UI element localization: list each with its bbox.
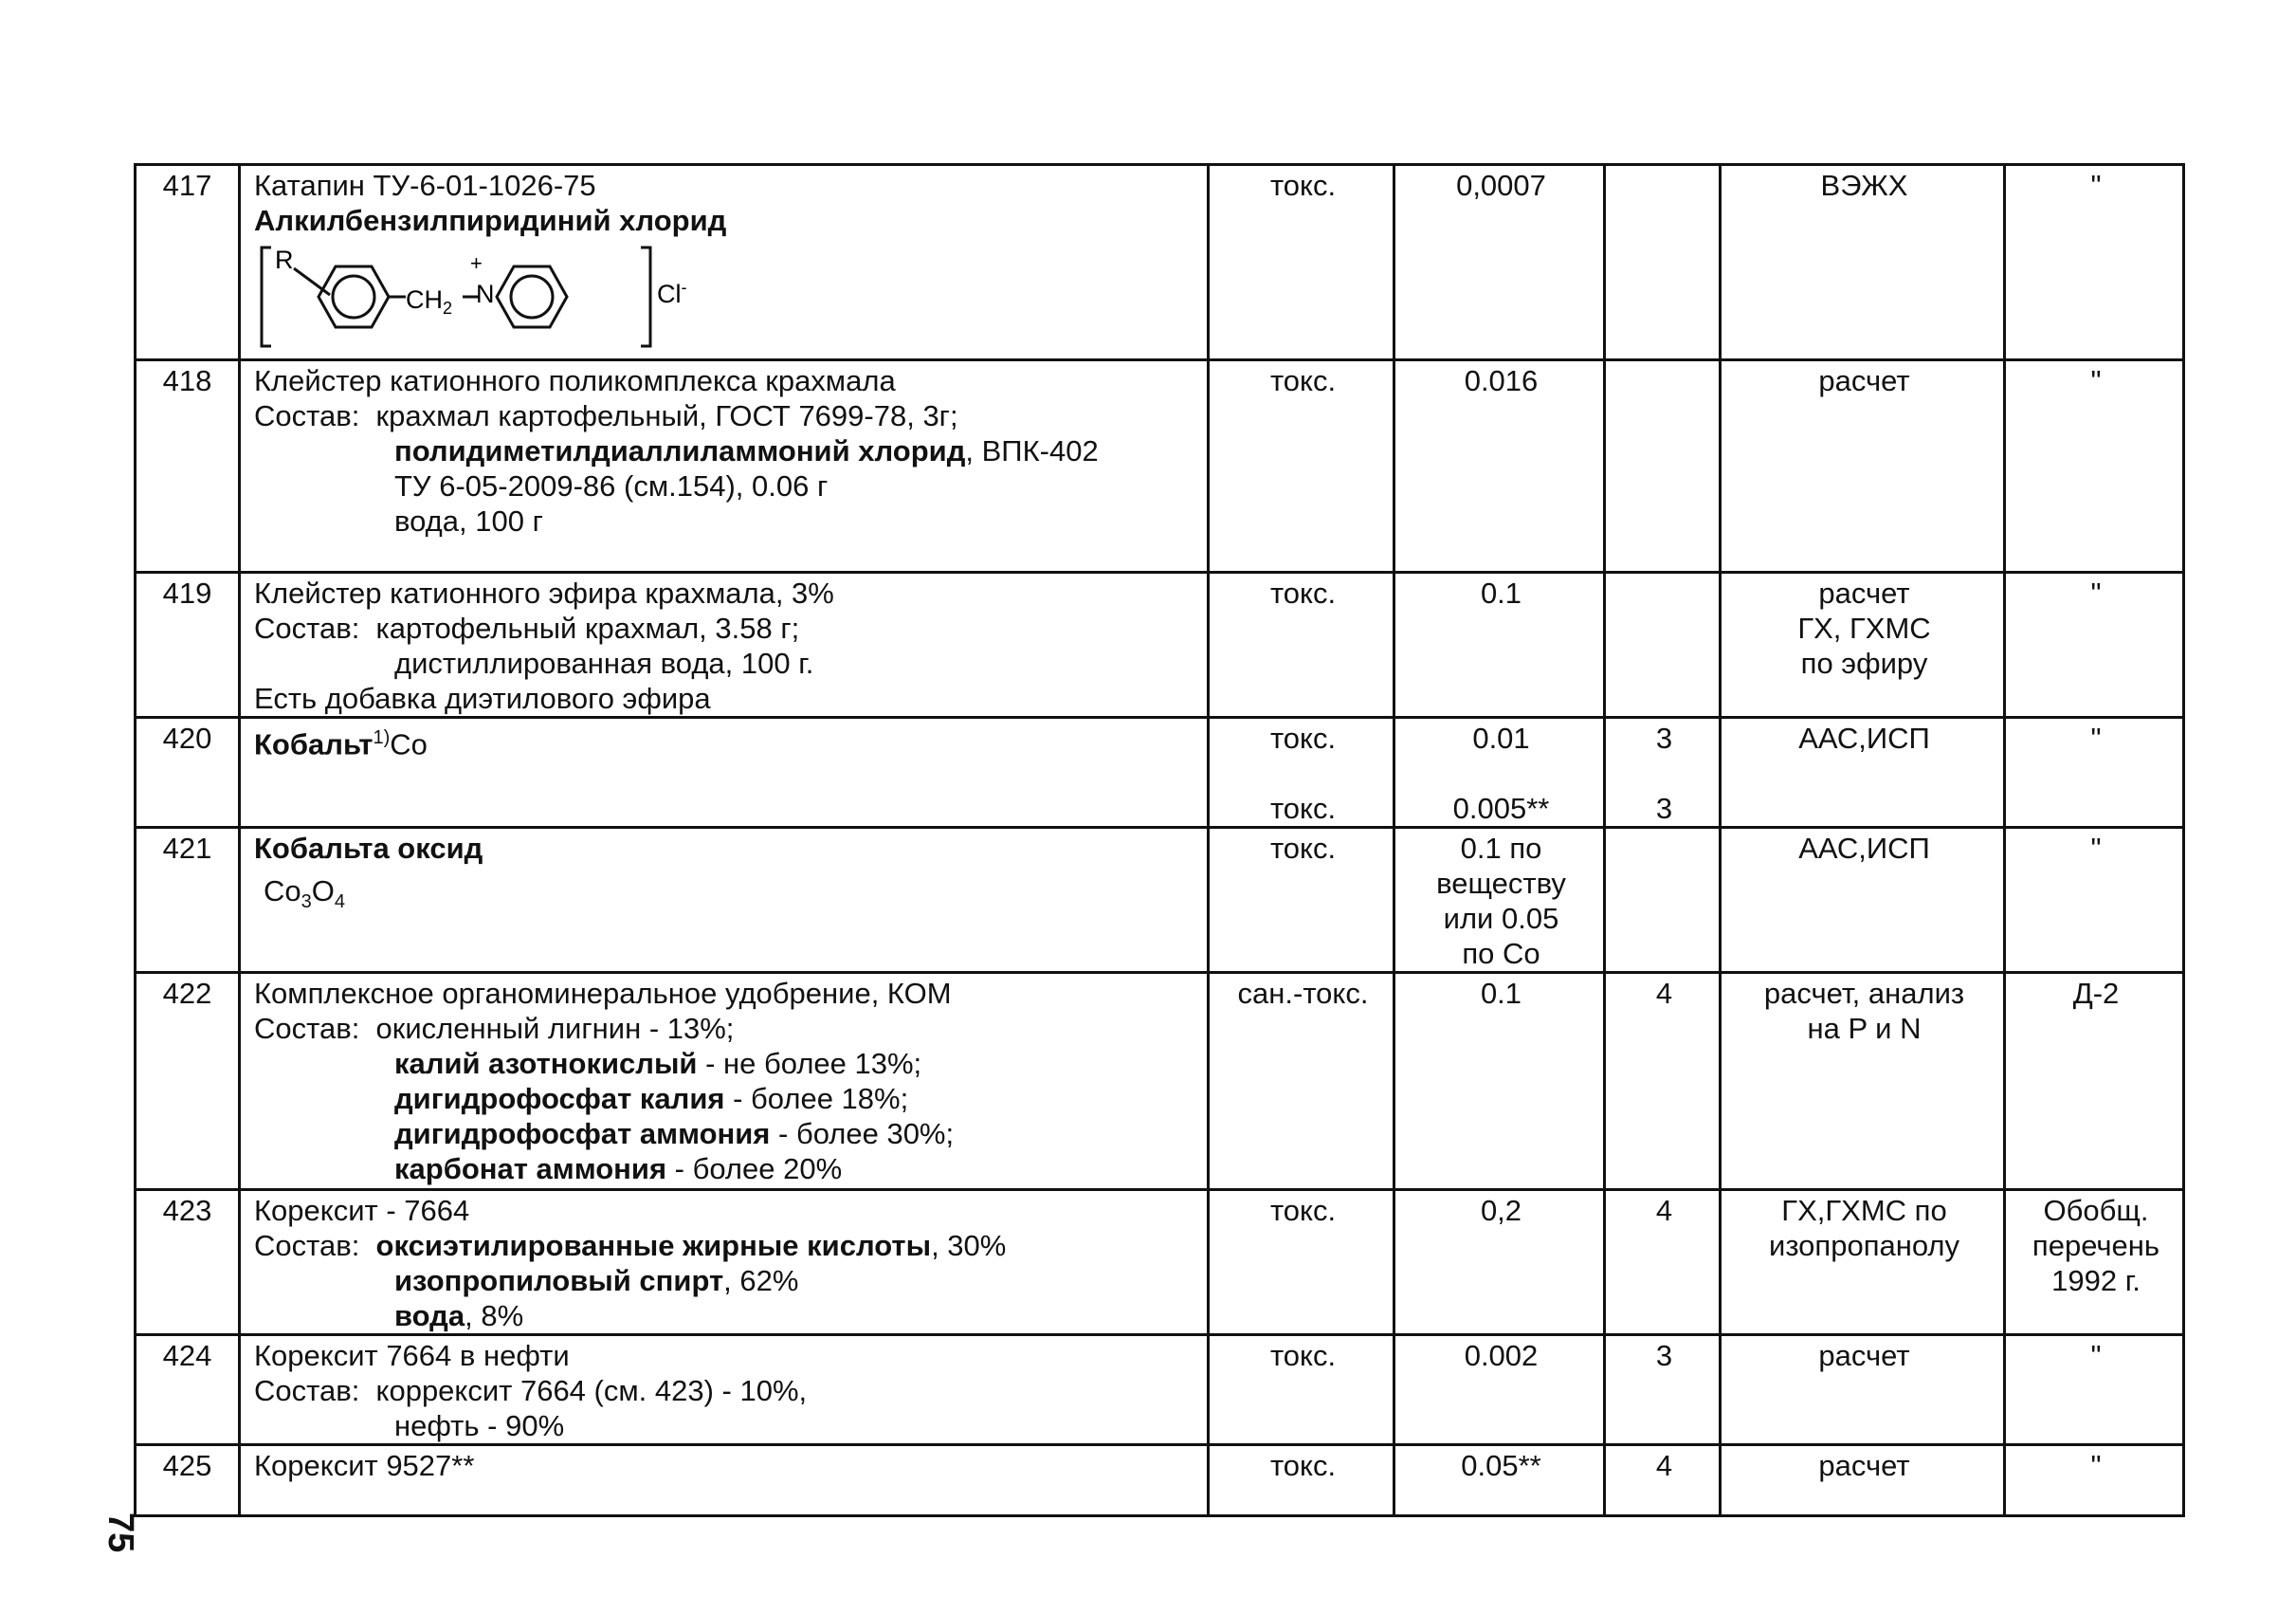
substance-cell bbox=[240, 165, 1209, 360]
substance-name: Корексит 9527** bbox=[254, 1449, 475, 1482]
composition-line: Состав: картофельный крахмал, 3.58 г; bbox=[254, 612, 800, 645]
substance-name: Клейстер катионного эфира крахмала, 3% bbox=[254, 577, 834, 610]
composition-line: изопропиловый спирт, 62% bbox=[394, 1264, 799, 1297]
type-cell: токс. bbox=[1209, 1190, 1394, 1335]
row-number: 422 bbox=[136, 973, 240, 1190]
table-row bbox=[136, 1190, 2184, 1335]
substance-name: Кобальт bbox=[254, 727, 374, 761]
table-row bbox=[136, 1445, 2184, 1516]
composition-line: дигидрофосфат аммония - более 30%; bbox=[394, 1117, 955, 1150]
row-number: 423 bbox=[136, 1190, 240, 1335]
method-cell: ГХ,ГХМС по изопропанолу bbox=[1721, 1190, 2005, 1335]
value-cell: 0.1 по веществу или 0.05 по Co bbox=[1394, 828, 1605, 973]
substance-name: Корексит 7664 в нефти bbox=[254, 1339, 570, 1372]
class-cell: 4 bbox=[1605, 973, 1721, 1190]
method-cell: расчет, анализ на P и N bbox=[1721, 973, 2005, 1190]
substance-cell bbox=[240, 1445, 1209, 1516]
substance-name: Комплексное органоминеральное удобрение, КОМ bbox=[254, 977, 952, 1010]
substance-name: Катапин ТУ-6-01-1026-75 bbox=[254, 169, 596, 202]
svg-text:CH2: $CH_2$ bbox=[406, 285, 453, 318]
row-number: 419 bbox=[136, 573, 240, 718]
composition-line: Состав: коррексит 7664 (см. 423) - 10%, bbox=[254, 1374, 808, 1407]
source-cell: " bbox=[2005, 165, 2184, 360]
composition-line: ТУ 6-05-2009-86 (см.154), 0.06 г bbox=[394, 469, 829, 503]
composition-line: Состав: оксиэтилированные жирные кислоты, 30% bbox=[254, 1229, 1007, 1262]
class-cell: 4 bbox=[1605, 1190, 1721, 1335]
row-number: 417 bbox=[136, 165, 240, 360]
formula-r: R bbox=[275, 246, 294, 274]
table-row bbox=[136, 973, 2184, 1190]
type-cell: токс. bbox=[1209, 165, 1394, 360]
source-cell: Обобщ. перечень 1992 г. bbox=[2005, 1190, 2184, 1335]
footnote-mark: 1) bbox=[373, 727, 391, 748]
row-number: 425 bbox=[136, 1445, 240, 1516]
method-cell: ВЭЖХ bbox=[1721, 165, 2005, 360]
composition-line: дигидрофосфат калия - более 18%; bbox=[394, 1082, 909, 1115]
value-cell: 0.002 bbox=[1394, 1335, 1605, 1445]
class-cell bbox=[1605, 360, 1721, 573]
table-row bbox=[136, 718, 2184, 828]
substance-cell bbox=[240, 573, 1209, 718]
composition-line: Состав: крахмал картофельный, ГОСТ 7699-78, 3г; bbox=[254, 399, 958, 432]
method-cell: расчет bbox=[1721, 1445, 2005, 1516]
svg-text:Cl-: Cl- bbox=[657, 278, 687, 308]
value-cell: 0.1 bbox=[1394, 573, 1605, 718]
value-cell: 0.05** bbox=[1394, 1445, 1605, 1516]
composition-line: Состав: окисленный лигнин - 13%; bbox=[254, 1012, 735, 1045]
value-cell: 0.1 bbox=[1394, 973, 1605, 1190]
row-number: 424 bbox=[136, 1335, 240, 1445]
row-number: 420 bbox=[136, 718, 240, 828]
class-cell: 4 bbox=[1605, 1445, 1721, 1516]
value-cell: 0,2 bbox=[1394, 1190, 1605, 1335]
source-cell: " bbox=[2005, 828, 2184, 973]
value-cell: 0.01 0.005** bbox=[1394, 718, 1605, 828]
formula-plus: + bbox=[470, 251, 483, 275]
substance-cell bbox=[240, 1335, 1209, 1445]
source-cell: " bbox=[2005, 573, 2184, 718]
value-cell: 0,0007 bbox=[1394, 165, 1605, 360]
composition-line: дистиллированная вода, 100 г. bbox=[394, 647, 814, 680]
class-cell bbox=[1605, 165, 1721, 360]
source-cell: Д-2 bbox=[2005, 973, 2184, 1190]
source-cell: " bbox=[2005, 360, 2184, 573]
composition-line: полидиметилдиаллиламмоний хлорид, ВПК-402 bbox=[394, 434, 1099, 467]
source-cell: " bbox=[2005, 1335, 2184, 1445]
type-cell: сан.-токс. bbox=[1209, 973, 1394, 1190]
substance-name: Корексит - 7664 bbox=[254, 1194, 470, 1227]
method-cell: расчет ГХ, ГХМС по эфиру bbox=[1721, 573, 2005, 718]
formula-n: N bbox=[476, 280, 495, 308]
method-cell: ААС,ИСП bbox=[1721, 718, 2005, 828]
substance-name: Клейстер катионного поликомплекса крахмала bbox=[254, 364, 896, 397]
composition-line: нефть - 90% bbox=[394, 1409, 565, 1442]
substance-cell: Кобальт$^{1)}$Co bbox=[240, 718, 1209, 828]
substance-note: Есть добавка диэтилового эфира bbox=[254, 682, 711, 715]
page-number: 75 bbox=[100, 1512, 140, 1553]
table-row bbox=[136, 360, 2184, 573]
type-cell: токс. bbox=[1209, 1335, 1394, 1445]
type-cell: токс. токс. bbox=[1209, 718, 1394, 828]
type-cell: токс. bbox=[1209, 573, 1394, 718]
class-cell: 3 bbox=[1605, 1335, 1721, 1445]
class-cell bbox=[1605, 828, 1721, 973]
method-cell: расчет bbox=[1721, 360, 2005, 573]
method-cell: ААС,ИСП bbox=[1721, 828, 2005, 973]
table-row bbox=[136, 573, 2184, 718]
substance-cell bbox=[240, 973, 1209, 1190]
row-number: 421 bbox=[136, 828, 240, 973]
composition-line: вода, 8% bbox=[394, 1299, 524, 1332]
substance-cell bbox=[240, 1190, 1209, 1335]
substance-name: Кобальта оксид bbox=[254, 832, 483, 865]
source-cell: " bbox=[2005, 718, 2184, 828]
table-row bbox=[136, 1335, 2184, 1445]
class-cell bbox=[1605, 573, 1721, 718]
value-cell: 0.016 bbox=[1394, 360, 1605, 573]
type-cell: токс. bbox=[1209, 1445, 1394, 1516]
substances-table bbox=[134, 163, 2185, 1517]
substance-cell bbox=[240, 360, 1209, 573]
chemical-formula: $Co_3O_4$ bbox=[264, 874, 346, 913]
type-cell: токс. bbox=[1209, 828, 1394, 973]
table-row bbox=[136, 165, 2184, 360]
composition-line: вода, 100 г bbox=[394, 504, 543, 538]
structure-formula bbox=[254, 242, 700, 351]
composition-line: калий азотнокислый - не более 13%; bbox=[394, 1047, 922, 1080]
substance-cell bbox=[240, 828, 1209, 973]
composition-line: карбонат аммония - более 20% bbox=[394, 1152, 843, 1185]
row-number: 418 bbox=[136, 360, 240, 573]
type-cell: токс. bbox=[1209, 360, 1394, 573]
method-cell: расчет bbox=[1721, 1335, 2005, 1445]
substance-subname: Алкилбензилпиридиний хлорид bbox=[254, 204, 727, 237]
source-cell: " bbox=[2005, 1445, 2184, 1516]
class-cell: 3 3 bbox=[1605, 718, 1721, 828]
table-row bbox=[136, 828, 2184, 973]
